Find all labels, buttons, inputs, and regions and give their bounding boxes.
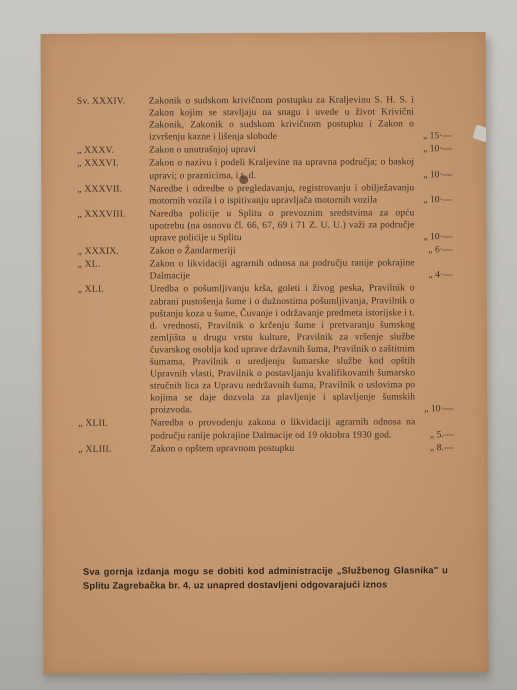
- volume-number: „ XLII.: [78, 418, 108, 430]
- volume-number: „ XXXV.: [77, 145, 115, 157]
- volume-title: Zakon o unutrašnjoj upravi: [149, 144, 256, 156]
- list-item: [77, 157, 452, 183]
- list-item: [78, 442, 453, 456]
- volume-number: „ XXXIX.: [77, 245, 120, 257]
- list-item: [78, 283, 454, 418]
- volume-number: „ XXXVIII.: [77, 208, 126, 220]
- list-item: [77, 144, 452, 158]
- volume-title: Naredba policije u Splitu o prevoznim sredstvima za opću upotrebu (na osnovu čl. 66, 67, 69 i 71 Z. U. U.) važi za područje uprave policije u Splitu: [149, 207, 415, 244]
- volume-price: „ 6·—: [428, 244, 453, 256]
- volume-title: Zakon o nazivu i podeli Kraljevine na upravna područja; o baskoj upravi; o praznicima, i t. d.: [149, 156, 415, 182]
- volume-title: Naredba o provodenju zakona o likvidaciji agrarnih odnosa na području ranije pokrajine Dalmacije od 19 oktobra 1930 god.: [150, 416, 416, 442]
- volume-number: „ XL.: [77, 258, 101, 271]
- volume-title: Zakon o likvidaciji agrarnih odnosa na području ranije pokrajine Dalmacije: [149, 257, 415, 282]
- volume-price: „ 10·—: [424, 403, 454, 415]
- volume-price: „ 10·—: [423, 231, 453, 243]
- volume-number: Sv. XXXIV.: [76, 95, 126, 107]
- list-item: [78, 417, 453, 443]
- volume-price: „ 10·—: [423, 143, 453, 155]
- volume-title: Zakonik o sudskom krivičnom postupku za Kraljevinu S. H. S. i Zakon kojim se stavljaju na snagu i uvede u život Krivični Zakonik, Zakonik o sudskom krivičnom postupku i Zakon o izvršenju kazne i lišenja slobode: [148, 94, 415, 143]
- volume-number: „ XLI.: [77, 284, 104, 296]
- list-item: [77, 207, 452, 245]
- list-item: [77, 182, 452, 208]
- volume-price: „ 8.—: [429, 441, 454, 453]
- volume-price: „ 15·—: [422, 130, 453, 142]
- volume-title: Uredba o pošumljivanju krša, goleti i živog peska, Pravilnik o zabrani pustošenja šume i o dužnostima pošumljivanja, Pravilnik o puštanju koza u šume, Čuvanje i održavanje predmeta istorijske i t. d. vrednosti, Pravilnik o krčenju šume i pretvaranju šumskog zemljišta u drugu vrstu kulture, Pravilnik za vršenje službe čuvarskog osoblja kod uprave državnih šuma, Pravilnik o zaštitnim šumama, Pravilnik o uredjenju šumarske službe kod opštih Upravnih vlasti, Pravilnik o postavljanju kvalifikovanih šumarsko stručnih lica za Upravu nedržavnih šuma, Pravilnik o uslovima po kojima se daje dozvola za plavljenje i splavljenje šumskih proizvoda.: [149, 282, 416, 416]
- volume-title: Naredbe i odredbe o pregledavanju, registrovanju i obilježavanju motornih vozila i o ispitivanju upravljača motornih vozila: [149, 182, 415, 207]
- list-item: [78, 244, 453, 258]
- volume-price: „ 4·—: [428, 269, 453, 281]
- volume-number: „ XLIII.: [78, 443, 112, 455]
- document-page: [41, 32, 489, 674]
- volume-price: „ 10·—: [423, 193, 453, 206]
- volume-title: Zakon o opštem upravnom postupku: [150, 442, 295, 455]
- ordering-notice: Sva gornja izdanja mogu se dobiti kod administracije „Službenog Glasnika" u Splitu Zagrebačka br. 4. uz unapred dostavljeni odgovarajući iznos: [82, 565, 448, 591]
- list-item: [77, 94, 452, 144]
- volume-title: Zakon o Žandarmeriji: [149, 245, 236, 257]
- list-item: [78, 257, 453, 283]
- volume-number: „ XXXVII.: [77, 183, 123, 195]
- torn-edge: [472, 125, 488, 144]
- volume-price: „ 5.—: [429, 428, 454, 440]
- volume-price: „ 10·—: [423, 168, 453, 180]
- publication-list: [77, 94, 454, 456]
- volume-number: „ XXXVI.: [77, 158, 119, 170]
